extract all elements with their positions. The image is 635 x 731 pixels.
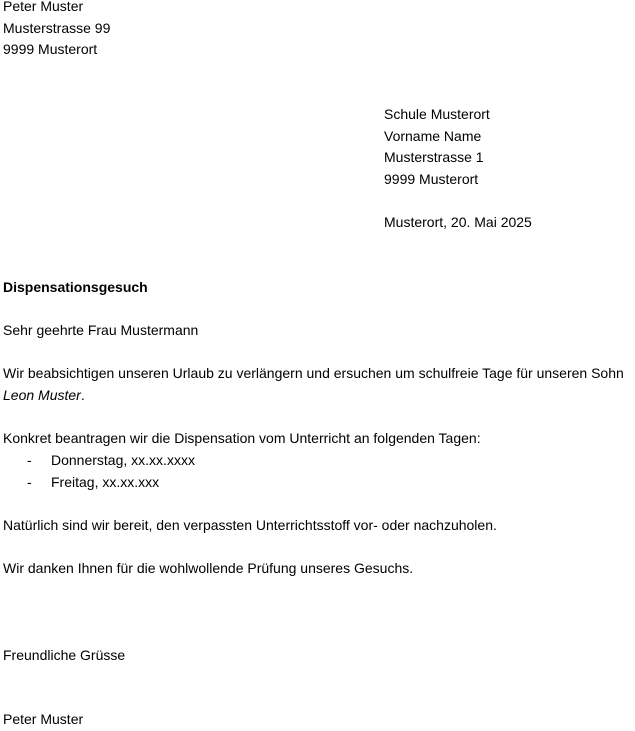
list-marker: - [27, 452, 32, 468]
recipient-contact: Vorname Name [384, 127, 482, 144]
sender-name: Peter Muster [3, 0, 84, 14]
paragraph-dates-intro: Konkret beantragen wir die Dispensation vom Unterricht an folgenden Tagen: [3, 430, 481, 446]
sender-city: 9999 Musterort [3, 41, 98, 58]
child-name: Leon Muster [3, 386, 81, 403]
paragraph-request-end: . [80, 386, 85, 403]
closing: Freundliche Grüsse [3, 647, 126, 663]
recipient-street: Musterstrasse 1 [384, 149, 484, 166]
recipient-city: 9999 Musterort [384, 170, 479, 187]
paragraph-request [3, 363, 631, 406]
recipient-school: Schule Musterort [384, 106, 490, 122]
list-item-text: Freitag, xx.xx.xxx [51, 473, 160, 490]
date-line: Musterort, 20. Mai 2025 [384, 214, 532, 230]
paragraph-thanks: Wir danken Ihnen für die wohlwollende Prüfung unseres Gesuchs. [3, 560, 414, 576]
salutation: Sehr geehrte Frau Mustermann [3, 322, 199, 338]
signature-name: Peter Muster [3, 711, 84, 727]
subject-heading: Dispensationsgesuch [3, 279, 148, 295]
paragraph-request-text: Wir beabsichtigen unseren Urlaub zu verlängern und ersuchen um schulfreie Tage für unseren Sohn [3, 365, 624, 381]
paragraph-catch-up: Natürlich sind wir bereit, den verpassten Unterrichtsstoff vor- oder nachzuholen. [3, 517, 497, 533]
list-marker: - [27, 473, 32, 490]
sender-street: Musterstrasse 99 [3, 19, 111, 36]
list-item-text: Donnerstag, xx.xx.xxxx [51, 452, 195, 468]
